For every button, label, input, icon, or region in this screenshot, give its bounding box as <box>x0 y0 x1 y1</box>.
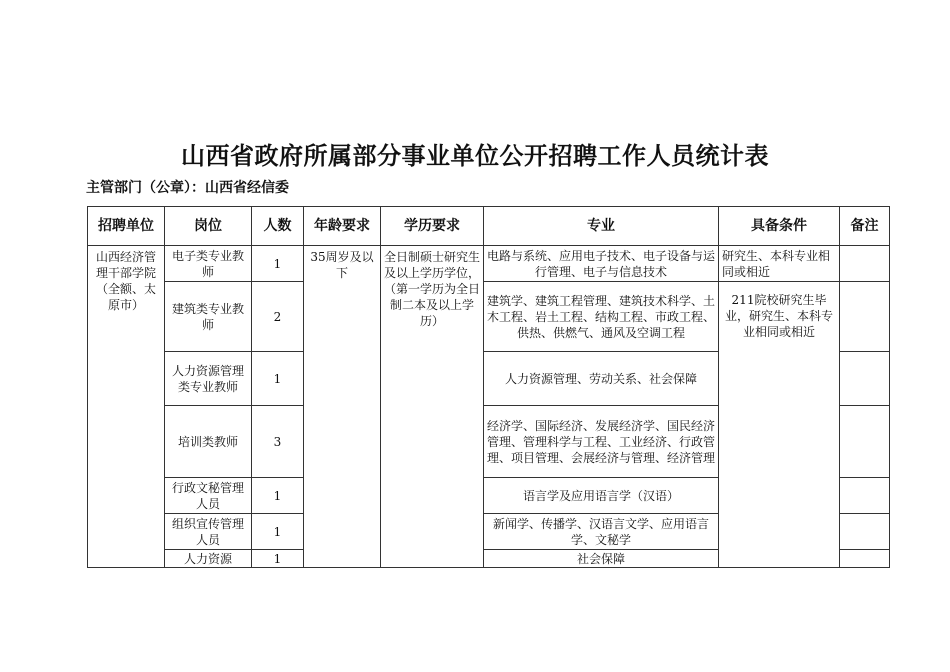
major-cell: 社会保障 <box>484 550 719 568</box>
major-cell: 电路与系统、应用电子技术、电子设备与运行管理、电子与信息技术 <box>484 246 719 282</box>
header-major: 专业 <box>484 207 719 246</box>
post-cell: 行政文秘管理人员 <box>165 478 252 514</box>
major-cell: 建筑学、建筑工程管理、建筑技术科学、土木工程、岩土工程、结构工程、市政工程、供热、供燃气、通风及空调工程 <box>484 282 719 352</box>
header-conditions: 具备条件 <box>719 207 840 246</box>
count-cell: 2 <box>252 282 304 352</box>
header-unit: 招聘单位 <box>88 207 165 246</box>
table-header-row <box>88 207 890 246</box>
remarks-cell <box>840 406 890 478</box>
remarks-cell <box>840 282 890 352</box>
table-row <box>88 282 890 352</box>
major-cell: 语言学及应用语言学（汉语） <box>484 478 719 514</box>
unit-cell: 山西经济管理干部学院（全额、太原市） <box>88 246 165 568</box>
remarks-cell <box>840 550 890 568</box>
count-cell: 1 <box>252 550 304 568</box>
header-age: 年龄要求 <box>304 207 381 246</box>
remarks-cell <box>840 352 890 406</box>
major-cell: 经济学、国际经济、发展经济学、国民经济管理、管理科学与工程、工业经济、行政管理、项目管理、会展经济与管理、经济管理 <box>484 406 719 478</box>
post-cell: 建筑类专业教师 <box>165 282 252 352</box>
remarks-cell <box>840 246 890 282</box>
table-row <box>88 246 890 282</box>
major-cell: 人力资源管理、劳动关系、社会保障 <box>484 352 719 406</box>
count-cell: 3 <box>252 406 304 478</box>
conditions-cell: 研究生、本科专业相同或相近 <box>719 246 840 282</box>
post-cell: 人力资源 <box>165 550 252 568</box>
count-cell: 1 <box>252 514 304 550</box>
count-cell: 1 <box>252 352 304 406</box>
post-cell: 电子类专业教师 <box>165 246 252 282</box>
age-cell: 35周岁及以下 <box>304 246 381 568</box>
count-cell: 1 <box>252 246 304 282</box>
header-education: 学历要求 <box>381 207 484 246</box>
department-label: 主管部门（公章）：山西省经信委 <box>86 180 289 196</box>
major-cell: 新闻学、传播学、汉语言文学、应用语言学、文秘学 <box>484 514 719 550</box>
remarks-cell <box>840 514 890 550</box>
count-cell: 1 <box>252 478 304 514</box>
post-cell: 组织宣传管理人员 <box>165 514 252 550</box>
post-cell: 人力资源管理类专业教师 <box>165 352 252 406</box>
header-remarks: 备注 <box>840 207 890 246</box>
education-cell: 全日制硕士研究生及以上学历学位，（第一学历为全日制二本及以上学历） <box>381 246 484 568</box>
conditions-cell: 211院校研究生毕业，研究生、本科专业相同或相近 <box>719 282 840 568</box>
header-count: 人数 <box>252 207 304 246</box>
header-post: 岗位 <box>165 207 252 246</box>
recruitment-table <box>87 206 890 568</box>
page-title: 山西省政府所属部分事业单位公开招聘工作人员统计表 <box>181 141 769 170</box>
post-cell: 培训类教师 <box>165 406 252 478</box>
remarks-cell <box>840 478 890 514</box>
